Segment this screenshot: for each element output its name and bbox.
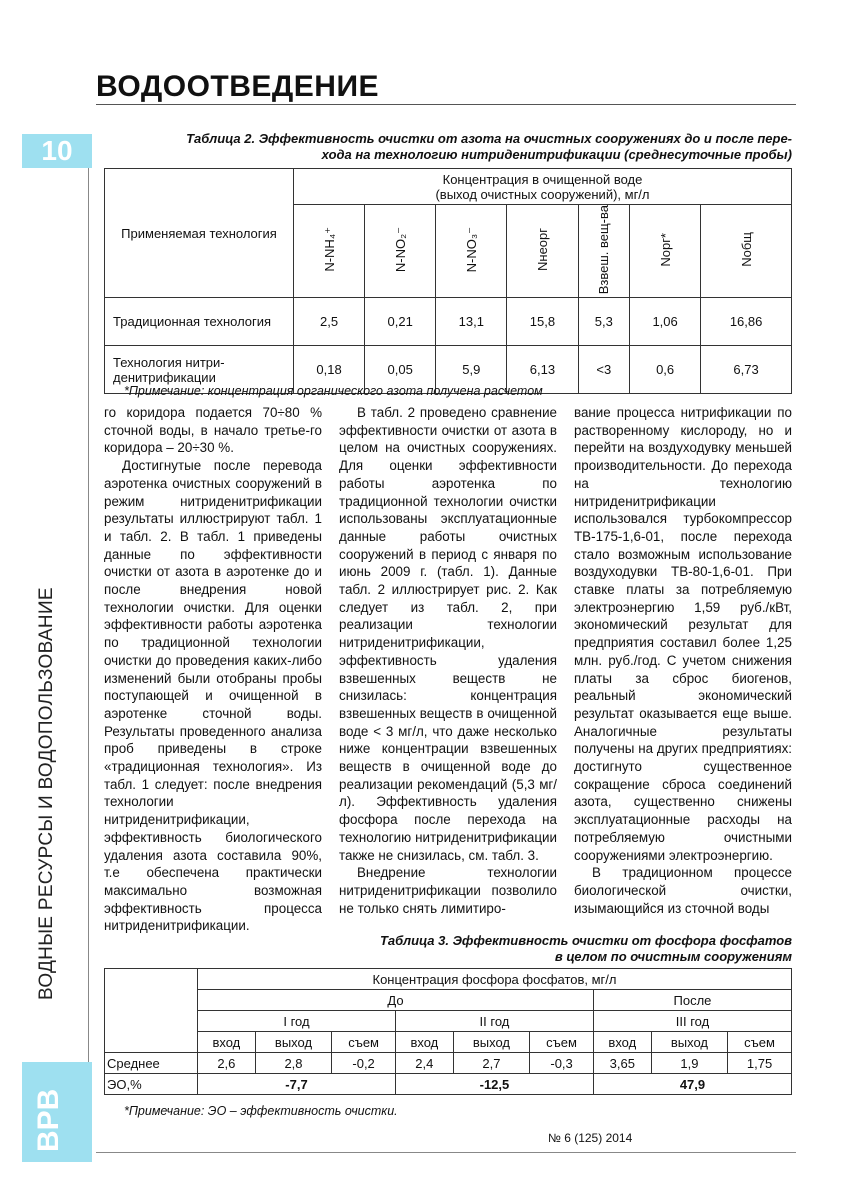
section-title: ВОДООТВЕДЕНИЕ — [96, 70, 380, 103]
table2-col-label: Nорг* — [657, 232, 673, 267]
table3 — [104, 968, 792, 1095]
table-cell: 0,18 — [294, 346, 365, 394]
table-row — [105, 298, 792, 346]
table-cell: 2,5 — [294, 298, 365, 346]
text-column-1 — [104, 404, 322, 935]
table3-caption-line1: Таблица 3. Эффективность очистки от фосфора фосфатов — [379, 933, 792, 948]
paragraph: В табл. 2 проведено сравнение эффективности очистки от азота в целом на очистных сооружениях. Для оценки эффективности работы аэротенка по традиционной технологии очистки использованы эксплуатационные данные работы очистных сооружений в период с января по июнь 2009 г. (табл. 1). Данные табл. 2 иллюстрирует рис. 2. Как следует из табл. 2, при реализации технологии нитриденитрификации, эффективность удаления взвешенных веществ не снизилась: концентрация взвешенных веществ в очищенной воде < 3 мг/л, что даже несколько ниже концентрации взвешенных веществ в очищенной воде до реализации рекомендаций (5,3 мг/л). Эффективность удаления фосфора после перехода на технологию нитриденитрификации также не снизилась, см. табл. 3. — [339, 405, 557, 863]
journal-logo-text: ВРВ — [32, 1088, 65, 1152]
table-cell: 1,9 — [651, 1053, 727, 1074]
header-divider — [96, 104, 796, 105]
table-cell: 2,8 — [255, 1053, 331, 1074]
table3-subcol: выход — [651, 1032, 727, 1053]
table3-caption — [300, 933, 792, 965]
table-row — [105, 1074, 792, 1095]
table-cell: 6,73 — [701, 346, 792, 394]
table2-col-label: Nобщ — [738, 232, 754, 268]
table2-col-label: N-NO₃⁻ — [463, 226, 479, 273]
table3-subcol: выход — [453, 1032, 529, 1053]
table2-group-header-line2: (выход очистных сооружений), мг/л — [435, 186, 650, 202]
table-cell: 15,8 — [507, 298, 578, 346]
table3-subcol: выход — [255, 1032, 331, 1053]
table3-row-label: Среднее — [105, 1053, 198, 1074]
table3-row-label: ЭО,% — [105, 1074, 198, 1095]
table-cell: 2,4 — [395, 1053, 453, 1074]
table-cell: 16,86 — [701, 298, 792, 346]
table2-col-label: N-NH₄⁺ — [321, 227, 337, 272]
table2-note: *Примечание: концентрация органического азота получена расчетом — [124, 384, 543, 398]
table3-subcol: вход — [198, 1032, 256, 1053]
paragraph: Внедрение технологии нитриденитрификации позволило не только снять лимитиро- — [339, 865, 557, 916]
table3-year: I год — [198, 1011, 396, 1032]
table3-caption-line2: в целом по очистным сооружениям — [554, 949, 792, 964]
table-cell: -0,3 — [530, 1053, 594, 1074]
page-number: 10 — [22, 134, 92, 168]
table2-col-header — [294, 205, 365, 298]
table-cell: 0,6 — [630, 346, 701, 394]
table3-subcol: съем — [728, 1032, 792, 1053]
table3-group-header: Концентрация фосфора фосфатов, мг/л — [198, 969, 792, 990]
table-cell: 0,05 — [365, 346, 436, 394]
table2-caption-line1: Таблица 2. Эффективность очистки от азота на очистных сооружениях до и после пере- — [186, 131, 792, 146]
table-cell: -0,2 — [332, 1053, 396, 1074]
table2-row-header: Применяемая технология — [105, 169, 294, 298]
table-row — [105, 1053, 792, 1074]
table-cell: 13,1 — [436, 298, 507, 346]
table3-year: III год — [593, 1011, 791, 1032]
table-cell: 1,75 — [728, 1053, 792, 1074]
table2-col-label: Взвеш. вещ-ва — [596, 205, 612, 295]
sidebar-divider — [88, 168, 89, 1152]
table3-note: *Примечание: ЭО – эффективность очистки. — [124, 1104, 398, 1118]
journal-logo — [22, 1062, 92, 1162]
table-cell: 1,06 — [630, 298, 701, 346]
table-cell: 5,3 — [578, 298, 630, 346]
table2-group-header-line1: Концентрация в очищенной воде — [442, 171, 643, 187]
paragraph: В традиционном процессе биологической очистки, изымающийся из сточной воды — [574, 865, 792, 916]
table3-subcol: вход — [593, 1032, 651, 1053]
issue-number: № 6 (125) 2014 — [548, 1131, 633, 1145]
paragraph: го коридора подается 70÷80 % сточной воды, в начало третье-го коридора – 20÷30 %. — [104, 405, 322, 456]
table2-col-header — [507, 205, 578, 298]
table2-col-header — [578, 205, 630, 298]
paragraph: вание процесса нитрификации по растворенному кислороду, но и перейти на воздуходувку меньшей производительности. До перехода на технологию нитриденитрификации использовался турбокомпрессор ТВ-175-1,6-01, после перехода стало возможным использование воздуходувки ТВ-80-1,6-01. При ставке платы за потребляемую электроэнергию 1,59 руб./кВт, экономический результат для предприятия составил более 1,25 млн. руб./год. С учетом снижения платы за сброс биогенов, реальный экономический результат оказывается еще выше. Аналогичные результаты получены на других предприятиях: достигнуто существенное сокращение сброса соединений азота, существенно снижены эксплуатационные расходы на потребляемую очистными сооружениями электроэнергию. — [574, 405, 792, 863]
table3-period-after: После — [593, 990, 791, 1011]
table2-col-label: Nнеорг — [534, 228, 550, 272]
journal-name: ВОДНЫЕ РЕСУРСЫ И ВОДОПОЛЬЗОВАНИЕ — [36, 587, 57, 1000]
table3-subcol: съем — [332, 1032, 396, 1053]
table2-row-label: Традиционная технология — [105, 298, 294, 346]
table3-period-before: До — [198, 990, 594, 1011]
table-cell: 6,13 — [507, 346, 578, 394]
table-cell: 5,9 — [436, 346, 507, 394]
table-cell: 0,21 — [365, 298, 436, 346]
table-cell: -12,5 — [395, 1074, 593, 1095]
table2-col-header — [365, 205, 436, 298]
table-cell: 2,7 — [453, 1053, 529, 1074]
table3-year: II год — [395, 1011, 593, 1032]
table-cell: <3 — [578, 346, 630, 394]
table2-col-label: N-NO₂⁻ — [392, 227, 408, 273]
table3-subcol: съем — [530, 1032, 594, 1053]
table3-subcol: вход — [395, 1032, 453, 1053]
table2-col-header — [630, 205, 701, 298]
table-cell: 2,6 — [198, 1053, 256, 1074]
text-column-3 — [574, 404, 792, 917]
text-column-2 — [339, 404, 557, 917]
table-cell: 3,65 — [593, 1053, 651, 1074]
table3-corner — [105, 969, 198, 1053]
table2-col-header — [436, 205, 507, 298]
table2 — [104, 168, 792, 394]
table2-caption — [104, 131, 792, 163]
footer-divider — [96, 1152, 796, 1153]
table2-caption-line2: хода на технологию нитриденитрификации (среднесуточные пробы) — [321, 147, 792, 162]
table2-group-header — [294, 169, 792, 205]
table-cell: 47,9 — [593, 1074, 791, 1095]
table2-row-label: Технология нитри-денитрификации — [105, 346, 294, 394]
paragraph: Достигнутые после перевода аэротенка очистных сооружений в режим нитриденитрификации результаты иллюстрируют табл. 1 и табл. 2. В табл. 1 приведены данные по эффективности очистки от азота в аэротенке до и после внедрения новой технологии очистки. Для оценки эффективности работы аэротенка по традиционной технологии очистки до проведения каких-либо изменений были отобраны пробы поступающей и очищенной в аэротенке сточной воды. Результаты проведенного анализа проб приведены в строке «традиционная технология». Из табл. 1 следует: после внедрения технологии нитриденитрификации, эффективность биологического удаления азота составила 90%, т.е обеспечена практически максимально возможная эффективность процесса нитриденитрификации. — [104, 458, 322, 934]
table2-col-header — [701, 205, 792, 298]
table-cell: -7,7 — [198, 1074, 396, 1095]
